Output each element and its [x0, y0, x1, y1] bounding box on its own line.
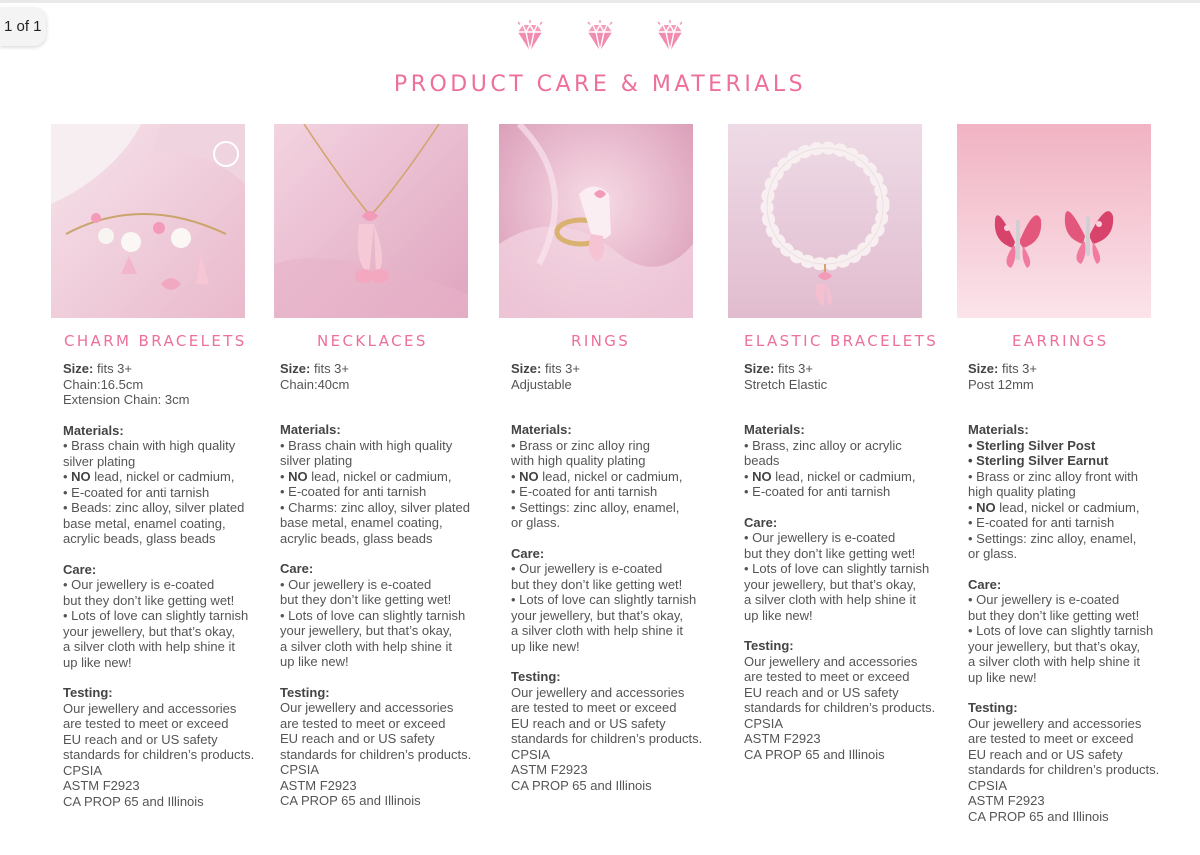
size-label: Size:: [968, 361, 999, 376]
testing-line: CPSIA: [63, 762, 103, 778]
testing-label: Testing:: [280, 684, 330, 700]
product-column-earrings: [957, 124, 1159, 824]
product-name: NECKLACES: [317, 332, 428, 350]
material-line: • NO lead, nickel or cadmium,: [511, 468, 683, 484]
care-line: a silver cloth with help shine it: [744, 592, 916, 607]
testing-label: Testing:: [511, 669, 561, 684]
material-line: • NO lead, nickel or cadmium,: [968, 499, 1140, 515]
care-line: but they don’t like getting wet!: [968, 607, 1140, 623]
product-column-rings: [499, 124, 702, 793]
care-line: up like new!: [968, 669, 1037, 685]
care-line: but they don’t like getting wet!: [280, 592, 452, 607]
care-label: Care:: [63, 561, 97, 577]
material-line: base metal, enamel coating,: [63, 515, 226, 531]
size-detail: Post 12mm: [968, 376, 1034, 392]
size-value: fits 3+: [93, 361, 133, 376]
testing-line: standards for children’s products.: [968, 762, 1160, 777]
care-line: a silver cloth with help shine it: [968, 654, 1140, 669]
testing-line: CA PROP 65 and Illinois: [744, 746, 885, 762]
testing-line: EU reach and or US safety: [280, 731, 435, 746]
product-name: RINGS: [571, 332, 631, 350]
material-line: • E-coated for anti tarnish: [511, 484, 658, 499]
material-line: • Sterling Silver Post: [968, 437, 1096, 453]
care-label: Care:: [280, 561, 314, 576]
materials-label: Materials:: [744, 422, 805, 437]
testing-line: are tested to meet or exceed: [968, 731, 1134, 746]
size-detail: Chain:16.5cm: [63, 376, 144, 392]
testing-line: are tested to meet or exceed: [511, 700, 677, 715]
earrings-photo: [957, 124, 1151, 318]
size-value: fits 3+: [541, 361, 581, 376]
material-line: base metal, enamel coating,: [280, 515, 443, 530]
testing-line: are tested to meet or exceed: [63, 716, 229, 731]
care-line: • Our jewellery is e-coated: [744, 530, 896, 545]
gem-icon-row: [0, 20, 1200, 61]
material-line: beads: [744, 453, 780, 468]
materials-label: Materials:: [63, 422, 124, 438]
product-column-charm-bracelets: [51, 124, 254, 809]
materials-label: Materials:: [280, 422, 341, 437]
size-detail: Extension Chain: 3cm: [63, 392, 190, 407]
material-line: or glass.: [511, 515, 561, 530]
size-value: fits 3+: [774, 361, 814, 376]
page-title: PRODUCT CARE & MATERIALS: [393, 72, 807, 97]
size-detail: Stretch Elastic: [744, 376, 828, 392]
diamond-icon: [583, 20, 617, 56]
care-line: up like new!: [511, 638, 580, 654]
care-line: up like new!: [744, 607, 813, 623]
care-line: up like new!: [280, 654, 349, 669]
product-column-necklaces: [274, 124, 471, 809]
diamond-icon: [653, 20, 687, 56]
size-value: fits 3+: [998, 361, 1038, 376]
page-indicator: 1 of 1: [0, 8, 46, 46]
care-line: but they don’t like getting wet!: [511, 576, 683, 592]
material-line: • Brass or zinc alloy ring: [511, 437, 650, 453]
size-label: Size:: [280, 361, 311, 376]
testing-line: are tested to meet or exceed: [744, 669, 910, 684]
material-line: • Charms: zinc alloy, silver plated: [280, 499, 470, 515]
testing-line: CPSIA: [511, 746, 551, 762]
material-line: • Brass chain with high quality: [63, 438, 236, 453]
care-line: • Our jewellery is e-coated: [63, 577, 215, 592]
care-label: Care:: [511, 545, 545, 561]
material-line: • E-coated for anti tarnish: [744, 484, 891, 499]
care-line: your jewellery, but that’s okay,: [744, 576, 916, 592]
material-line: high quality plating: [968, 484, 1076, 499]
testing-line: CA PROP 65 and Illinois: [511, 777, 652, 793]
testing-line: CPSIA: [280, 762, 320, 777]
size-detail: Adjustable: [511, 376, 572, 392]
materials-label: Materials:: [511, 422, 572, 437]
care-line: • Lots of love can slightly tarnish: [280, 607, 466, 623]
material-line: acrylic beads, glass beads: [280, 530, 433, 546]
testing-line: EU reach and or US safety: [63, 731, 218, 747]
testing-line: standards for children’s products.: [744, 700, 936, 715]
size-detail: Chain:40cm: [280, 376, 350, 392]
testing-line: Our jewellery and accessories: [511, 684, 685, 700]
product-name: ELASTIC BRACELETS: [744, 332, 939, 350]
care-line: but they don’t like getting wet!: [63, 592, 235, 608]
material-line: • Sterling Silver Earnut: [968, 453, 1109, 468]
elastic-bracelet-photo: [728, 124, 922, 318]
material-line: • Brass or zinc alloy front with: [968, 468, 1138, 484]
testing-label: Testing:: [744, 638, 794, 653]
testing-line: Our jewellery and accessories: [63, 700, 237, 716]
product-name: EARRINGS: [1012, 332, 1109, 350]
material-line: silver plating: [280, 453, 353, 468]
material-line: • NO lead, nickel or cadmium,: [280, 468, 452, 484]
testing-line: ASTM F2923: [63, 778, 140, 793]
material-line: • E-coated for anti tarnish: [280, 484, 427, 499]
testing-line: Our jewellery and accessories: [968, 715, 1142, 731]
testing-line: ASTM F2923: [280, 777, 357, 793]
testing-line: are tested to meet or exceed: [280, 715, 446, 731]
testing-line: CPSIA: [968, 777, 1008, 793]
testing-line: standards for children’s products.: [63, 747, 255, 762]
testing-line: ASTM F2923: [511, 762, 588, 777]
testing-line: ASTM F2923: [968, 793, 1045, 808]
care-line: but they don’t like getting wet!: [744, 545, 916, 561]
material-line: • E-coated for anti tarnish: [63, 484, 210, 500]
care-line: up like new!: [63, 654, 132, 670]
care-line: a silver cloth with help shine it: [280, 638, 452, 654]
care-line: • Our jewellery is e-coated: [511, 561, 663, 576]
care-line: your jewellery, but that’s okay,: [968, 638, 1140, 654]
testing-line: EU reach and or US safety: [744, 684, 899, 700]
care-line: • Lots of love can slightly tarnish: [744, 561, 930, 576]
testing-label: Testing:: [968, 700, 1018, 715]
size-label: Size:: [63, 361, 94, 376]
necklace-photo: [274, 124, 468, 318]
material-line: acrylic beads, glass beads: [63, 531, 216, 546]
material-line: • Settings: zinc alloy, enamel,: [511, 499, 680, 515]
care-line: your jewellery, but that’s okay,: [280, 623, 452, 638]
care-line: • Lots of love can slightly tarnish: [63, 608, 249, 623]
testing-line: EU reach and or US safety: [968, 746, 1123, 762]
testing-line: CA PROP 65 and Illinois: [280, 793, 421, 808]
material-line: or glass.: [968, 546, 1018, 561]
care-line: • Lots of love can slightly tarnish: [511, 592, 697, 607]
care-line: • Our jewellery is e-coated: [968, 592, 1120, 607]
top-border: [0, 0, 1200, 3]
size-label: Size:: [744, 361, 775, 376]
material-line: • NO lead, nickel or cadmium,: [63, 469, 235, 484]
material-line: • Settings: zinc alloy, enamel,: [968, 530, 1137, 546]
care-label: Care:: [744, 514, 778, 530]
testing-line: ASTM F2923: [744, 731, 821, 746]
material-line: • Beads: zinc alloy, silver plated: [63, 500, 245, 515]
care-line: a silver cloth with help shine it: [511, 623, 683, 638]
care-line: • Lots of love can slightly tarnish: [968, 623, 1154, 638]
testing-line: EU reach and or US safety: [511, 715, 666, 731]
product-name: CHARM BRACELETS: [64, 332, 247, 350]
diamond-icon: [513, 20, 547, 56]
testing-label: Testing:: [63, 685, 113, 700]
care-label: Care:: [968, 576, 1002, 592]
size-value: fits 3+: [310, 361, 350, 376]
care-line: your jewellery, but that’s okay,: [63, 623, 235, 639]
care-line: your jewellery, but that’s okay,: [511, 607, 683, 623]
care-line: • Our jewellery is e-coated: [280, 576, 432, 592]
material-line: • Brass, zinc alloy or acrylic: [744, 437, 902, 453]
testing-line: standards for children’s products.: [511, 731, 703, 746]
size-label: Size:: [511, 361, 542, 376]
testing-line: Our jewellery and accessories: [280, 700, 454, 715]
care-line: a silver cloth with help shine it: [63, 639, 235, 654]
charm-bracelet-photo: [51, 124, 245, 318]
testing-line: standards for children’s products.: [280, 746, 472, 762]
material-line: • Brass chain with high quality: [280, 437, 453, 453]
material-line: • E-coated for anti tarnish: [968, 515, 1115, 530]
testing-line: CPSIA: [744, 715, 784, 731]
material-line: with high quality plating: [511, 453, 646, 468]
material-line: • NO lead, nickel or cadmium,: [744, 468, 916, 484]
ring-photo: [499, 124, 693, 318]
testing-line: CA PROP 65 and Illinois: [63, 793, 204, 809]
material-line: silver plating: [63, 453, 136, 469]
materials-label: Materials:: [968, 422, 1029, 437]
testing-line: Our jewellery and accessories: [744, 653, 918, 669]
testing-line: CA PROP 65 and Illinois: [968, 808, 1109, 824]
product-column-elastic-bracelets: [728, 124, 938, 762]
